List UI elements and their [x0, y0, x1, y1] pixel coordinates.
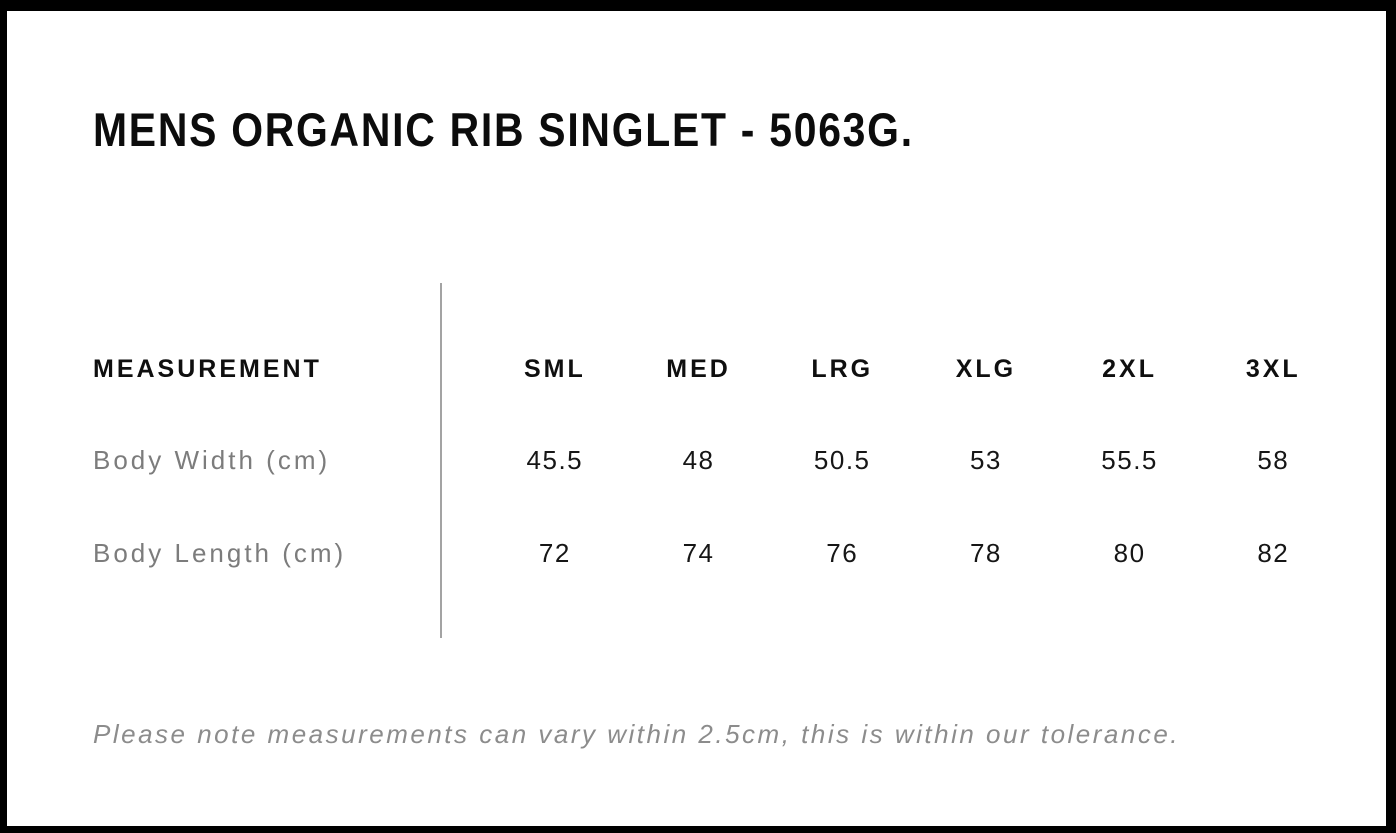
table-header-row — [93, 349, 1345, 389]
body-width-lrg: 50.5 — [813, 444, 871, 475]
body-width-2xl: 55.5 — [1101, 444, 1158, 475]
body-length-med: 74 — [682, 537, 715, 568]
body-length-2xl: 80 — [1113, 537, 1146, 568]
column-header-measurement: MEASUREMENT — [93, 354, 322, 383]
column-header-sml: SML — [523, 354, 586, 383]
body-width-sml: 45.5 — [526, 444, 584, 475]
column-header-3xl: 3XL — [1245, 354, 1301, 383]
row-label-body-length: Body Length (cm) — [93, 537, 347, 568]
body-width-3xl: 58 — [1257, 444, 1290, 475]
body-length-xlg: 78 — [969, 537, 1002, 568]
row-label-body-width: Body Width (cm) — [93, 444, 331, 475]
tolerance-note: Please note measurements can vary within 2.5cm, this is within our tolerance. — [93, 719, 1181, 749]
page-title: MENS ORGANIC RIB SINGLET - 5063G. — [93, 103, 914, 156]
body-length-3xl: 82 — [1257, 537, 1290, 568]
body-width-xlg: 53 — [969, 444, 1002, 475]
column-header-xlg: XLG — [955, 354, 1017, 383]
column-header-med: MED — [666, 354, 731, 383]
body-width-med: 48 — [682, 444, 715, 475]
table-row-body-length — [93, 533, 1345, 573]
column-header-2xl: 2XL — [1102, 354, 1158, 383]
column-header-lrg: LRG — [811, 354, 874, 383]
body-length-lrg: 76 — [826, 537, 859, 568]
table-row-body-width — [93, 440, 1345, 480]
body-length-sml: 72 — [538, 537, 571, 568]
